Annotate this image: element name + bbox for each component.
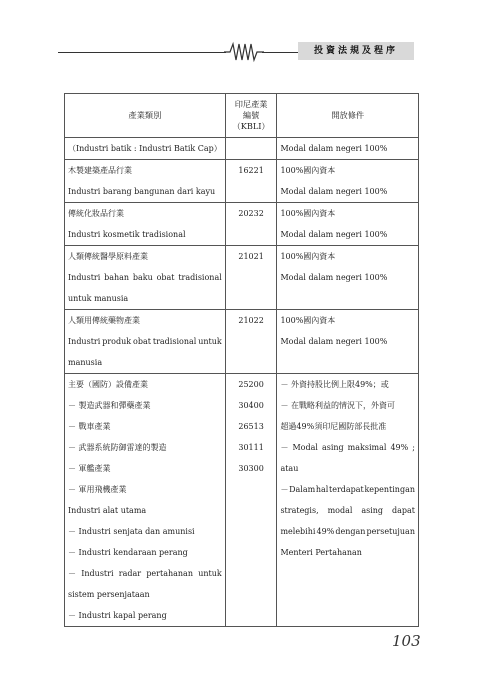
cell-line: 人類傳統醫學原料產業 bbox=[68, 252, 148, 261]
cell-line: － Industri kapal perang bbox=[68, 611, 167, 620]
cell-line: 主要（國防）設備產業 bbox=[68, 380, 148, 389]
cell-line: Menteri Pertahanan bbox=[280, 548, 362, 557]
cell-line: － 製造武器和彈藥產業 bbox=[68, 401, 151, 410]
header-category: 產業類別 bbox=[65, 94, 226, 138]
cell-line: － 戰車產業 bbox=[68, 422, 111, 431]
table-row bbox=[65, 310, 419, 374]
kbli-cell bbox=[225, 160, 277, 203]
table-row bbox=[65, 246, 419, 310]
cell-line: Industri produk obat tradisional untuk bbox=[68, 337, 222, 346]
conditions-cell bbox=[277, 160, 419, 203]
kbli-cell bbox=[225, 374, 277, 627]
cell-line: 100%國內資本 bbox=[280, 252, 336, 261]
cell-line: Modal dalam negeri 100% bbox=[280, 230, 388, 239]
cell-line: 傳統化妝品行業 bbox=[68, 209, 124, 218]
cell-line: Modal dalam negeri 100% bbox=[280, 273, 388, 282]
header-title: 投資法規及程序 bbox=[298, 42, 414, 60]
cell-line: 人類用傳統藥物產業 bbox=[68, 316, 140, 325]
cell-line: 20232 bbox=[238, 209, 264, 218]
header-kbli-line: 編號 bbox=[242, 110, 260, 120]
cell-line: Industri bahan baku obat tradisional bbox=[68, 273, 222, 282]
cell-line: － 軍艦產業 bbox=[68, 464, 111, 473]
category-cell bbox=[65, 138, 226, 160]
cell-line: Modal dalam negeri 100% bbox=[280, 337, 388, 346]
cell-line: － 軍用飛機產業 bbox=[68, 485, 127, 494]
cell-line: melebihi 49% dengan persetujuan bbox=[280, 527, 415, 536]
conditions-cell bbox=[277, 138, 419, 160]
category-cell bbox=[65, 160, 226, 203]
table-row bbox=[65, 203, 419, 246]
category-cell bbox=[65, 374, 226, 627]
kbli-cell bbox=[225, 310, 277, 374]
cell-line: 30400 bbox=[238, 401, 264, 410]
cell-line: atau bbox=[280, 464, 299, 473]
cell-line: 木製建築產品行業 bbox=[68, 166, 132, 175]
cell-line: － Dalam hal terdapat kepentingan bbox=[280, 485, 415, 494]
cell-line: － Industri radar pertahanan untuk bbox=[68, 569, 222, 578]
kbli-cell bbox=[225, 203, 277, 246]
cell-line: 16221 bbox=[238, 166, 264, 175]
kbli-cell bbox=[225, 138, 277, 160]
industry-table bbox=[64, 93, 419, 627]
cell-line: 30300 bbox=[238, 464, 264, 473]
cell-line: untuk manusia bbox=[68, 294, 129, 303]
header-kbli-line: （KBLI） bbox=[232, 121, 270, 131]
cell-line: 超過49%須印尼國防部長批准 bbox=[280, 422, 387, 431]
cell-line: － Industri kendaraan perang bbox=[68, 548, 188, 557]
cell-line: Industri kosmetik tradisional bbox=[68, 230, 186, 239]
header-conditions: 開放條件 bbox=[277, 94, 419, 138]
cell-line: 100%國內資本 bbox=[280, 209, 336, 218]
cell-line: － 武器系統防御雷達的製造 bbox=[68, 443, 167, 452]
cell-line: － Industri senjata dan amunisi bbox=[68, 527, 195, 536]
kbli-cell bbox=[225, 246, 277, 310]
cell-line: 21022 bbox=[238, 316, 264, 325]
header-kbli bbox=[225, 94, 277, 138]
cell-line: Industri alat utama bbox=[68, 506, 147, 515]
conditions-cell bbox=[277, 203, 419, 246]
category-cell bbox=[65, 310, 226, 374]
cell-line: Industri barang bangunan dari kayu bbox=[68, 187, 216, 196]
cell-line: 26513 bbox=[238, 422, 264, 431]
header-wave-ornament bbox=[224, 41, 264, 63]
cell-line: － 外資持股比例上限49%；或 bbox=[280, 380, 389, 389]
table-row bbox=[65, 138, 419, 160]
table-header-row bbox=[65, 94, 419, 138]
conditions-cell bbox=[277, 374, 419, 627]
header-rule-right bbox=[262, 52, 298, 53]
cell-line: 25200 bbox=[238, 380, 264, 389]
cell-line: Modal dalam negeri 100% bbox=[280, 187, 388, 196]
conditions-cell bbox=[277, 246, 419, 310]
cell-line: － 在戰略利益的情況下，外資可 bbox=[280, 401, 395, 410]
cell-line: 100%國內資本 bbox=[280, 166, 336, 175]
cell-line: manusia bbox=[68, 358, 103, 367]
category-cell bbox=[65, 246, 226, 310]
cell-line: （Industri batik : Industri Batik Cap） bbox=[68, 144, 222, 153]
cell-line: 30111 bbox=[238, 443, 264, 452]
table-row bbox=[65, 160, 419, 203]
table-row bbox=[65, 374, 419, 627]
category-cell bbox=[65, 203, 226, 246]
header-kbli-line: 印尼產業 bbox=[234, 99, 268, 109]
cell-line: strategis, modal asing dapat bbox=[280, 506, 415, 515]
cell-line: Modal dalam negeri 100% bbox=[280, 144, 388, 153]
page-number: 103 bbox=[392, 632, 421, 650]
cell-line: 100%國內資本 bbox=[280, 316, 336, 325]
cell-line: － Modal asing maksimal 49% ; bbox=[280, 443, 415, 452]
cell-line: sistem persenjataan bbox=[68, 590, 150, 599]
cell-line: 21021 bbox=[238, 252, 264, 261]
header-rule-left bbox=[58, 52, 226, 53]
conditions-cell bbox=[277, 310, 419, 374]
